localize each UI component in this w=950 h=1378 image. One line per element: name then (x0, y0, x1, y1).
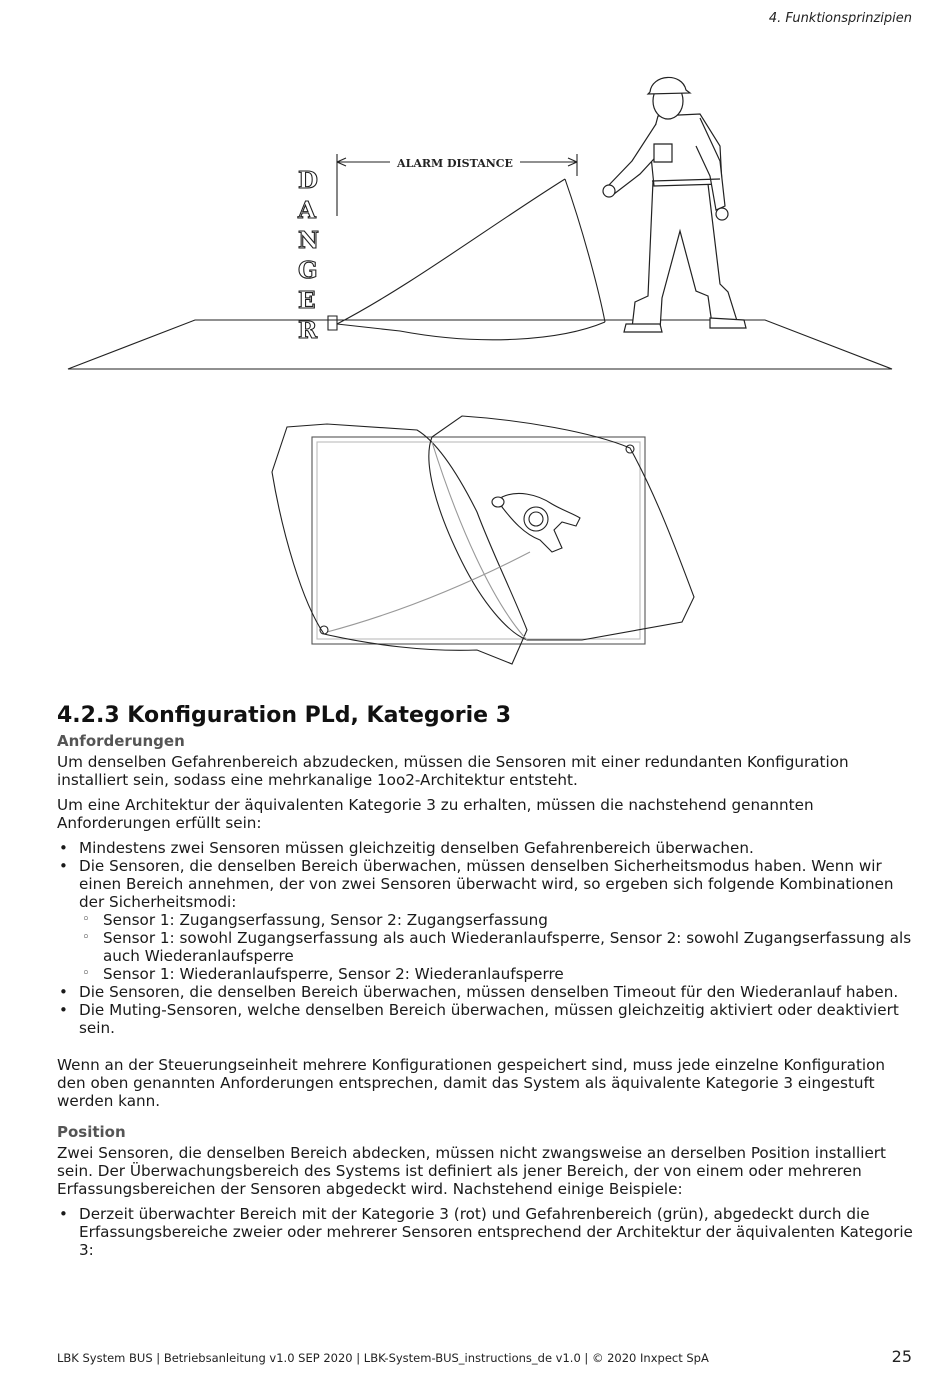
cone-front-edge (565, 179, 605, 322)
danger-letter: A (298, 197, 316, 224)
worker-figure (603, 77, 746, 332)
intro-paragraph: Um denselben Gefahrenbereich abzudecken, müssen die Sensoren mit einer redundanten Konfiguration installiert sein, sodass eine mehrkanalige 1oo2-Architektur entsteht. (57, 753, 849, 789)
sensor-1-field (272, 424, 527, 664)
top-view-illustration (262, 402, 702, 672)
list-item-text: Derzeit überwachter Bereich mit der Kategorie 3 (rot) und Gefahrenbereich (grün), abgedeckt durch die Erfassungsbereiche zweier oder mehrerer Sensoren entsprechend der Architektur der äquivalenten Kategorie 3: (79, 1205, 913, 1259)
protected-area (312, 437, 645, 644)
cone-upper-edge (337, 179, 565, 324)
section-heading: 4.2.3 Konfiguration PLd, Kategorie 3 (57, 703, 512, 728)
list-item (57, 839, 915, 857)
section-content (57, 703, 915, 1266)
danger-letter: R (298, 317, 318, 344)
sensor-icon (328, 316, 337, 330)
side-view-illustration (60, 66, 895, 374)
list-item-text: Die Sensoren, die denselben Bereich überwachen, müssen denselben Timeout für den Wiederanlauf haben. (79, 983, 899, 1001)
list-item-text: Die Sensoren, die denselben Bereich überwachen, müssen denselben Sicherheitsmodus haben. Wenn wir einen Bereich annehmen, der von zwei Sensoren überwacht wird, so ergeben sich folgende Kombinationen der Sicherheitsmodi: (79, 857, 894, 911)
list-item-text: Mindestens zwei Sensoren müssen gleichzeitig denselben Gefahrenbereich überwachen. (79, 839, 754, 857)
closing-paragraph: Wenn an der Steuerungseinheit mehrere Konfigurationen gespeichert sind, muss jede einzelne Konfiguration den oben genannten Anforderungen entsprechen, damit das System als äquivalente Kategorie 3 eingestuft werden kann. (57, 1056, 886, 1110)
list-item (57, 1001, 915, 1037)
requirements-heading: Anforderungen (57, 732, 185, 750)
intro-paragraph: Um eine Architektur der äquivalenten Kategorie 3 zu erhalten, müssen die nachstehend genannten Anforderungen erfüllt sein: (57, 796, 814, 832)
danger-letter: G (298, 257, 318, 284)
sensor-2-field (429, 416, 694, 640)
examples-list (57, 1205, 915, 1259)
alarm-distance-label: ALARM DISTANCE (397, 157, 513, 170)
list-item (57, 857, 915, 983)
cone-lower-edge (337, 322, 605, 340)
list-item (57, 1205, 915, 1259)
sub-list-item: ◦ Sensor 1: Wiederanlaufsperre, Sensor 2: Wiederanlaufsperre (79, 965, 915, 983)
list-item-text: Die Muting-Sensoren, welche denselben Bereich überwachen, müssen gleichzeitig aktiviert oder deaktiviert sein. (79, 1001, 899, 1037)
page-footer: LBK System BUS | Betriebsanleitung v1.0 SEP 2020 | LBK-System-BUS_instructions_de v1.0 | © 2020 Inxpect SpA (57, 1351, 709, 1365)
position-heading: Position (57, 1123, 126, 1141)
worker-top-view-figure (492, 493, 580, 552)
sub-list-item: ◦ Sensor 1: sowohl Zugangserfassung als auch Wiederanlaufsperre, Sensor 2: sowohl Zugangserfassung als auch Wiederanlaufsperre (79, 929, 915, 965)
floor-plane (68, 320, 892, 369)
mode-combinations-list (79, 911, 915, 983)
sensor-2-inner-edge (432, 442, 527, 640)
page-number: 25 (891, 1347, 912, 1366)
list-item (57, 983, 915, 1001)
danger-letter: E (298, 287, 316, 314)
danger-letter: N (298, 227, 320, 254)
protected-area-inner (317, 442, 640, 639)
danger-letter: D (298, 167, 318, 194)
sensor-1-inner-edge (327, 552, 530, 632)
position-paragraph: Zwei Sensoren, die denselben Bereich abdecken, müssen nicht zwangsweise an derselben Position installiert sein. Der Überwachungsbereich des Systems ist definiert als jener Bereich, der von einem oder mehreren Erfassungsbereichen der Sensoren abgedeckt wird. Nachstehend einige Beispiele: (57, 1144, 887, 1198)
sub-list-item: ◦ Sensor 1: Zugangserfassung, Sensor 2: Zugangserfassung (79, 911, 915, 929)
running-head: 4. Funktionsprinzipien (768, 11, 912, 26)
requirements-list (57, 839, 915, 1037)
